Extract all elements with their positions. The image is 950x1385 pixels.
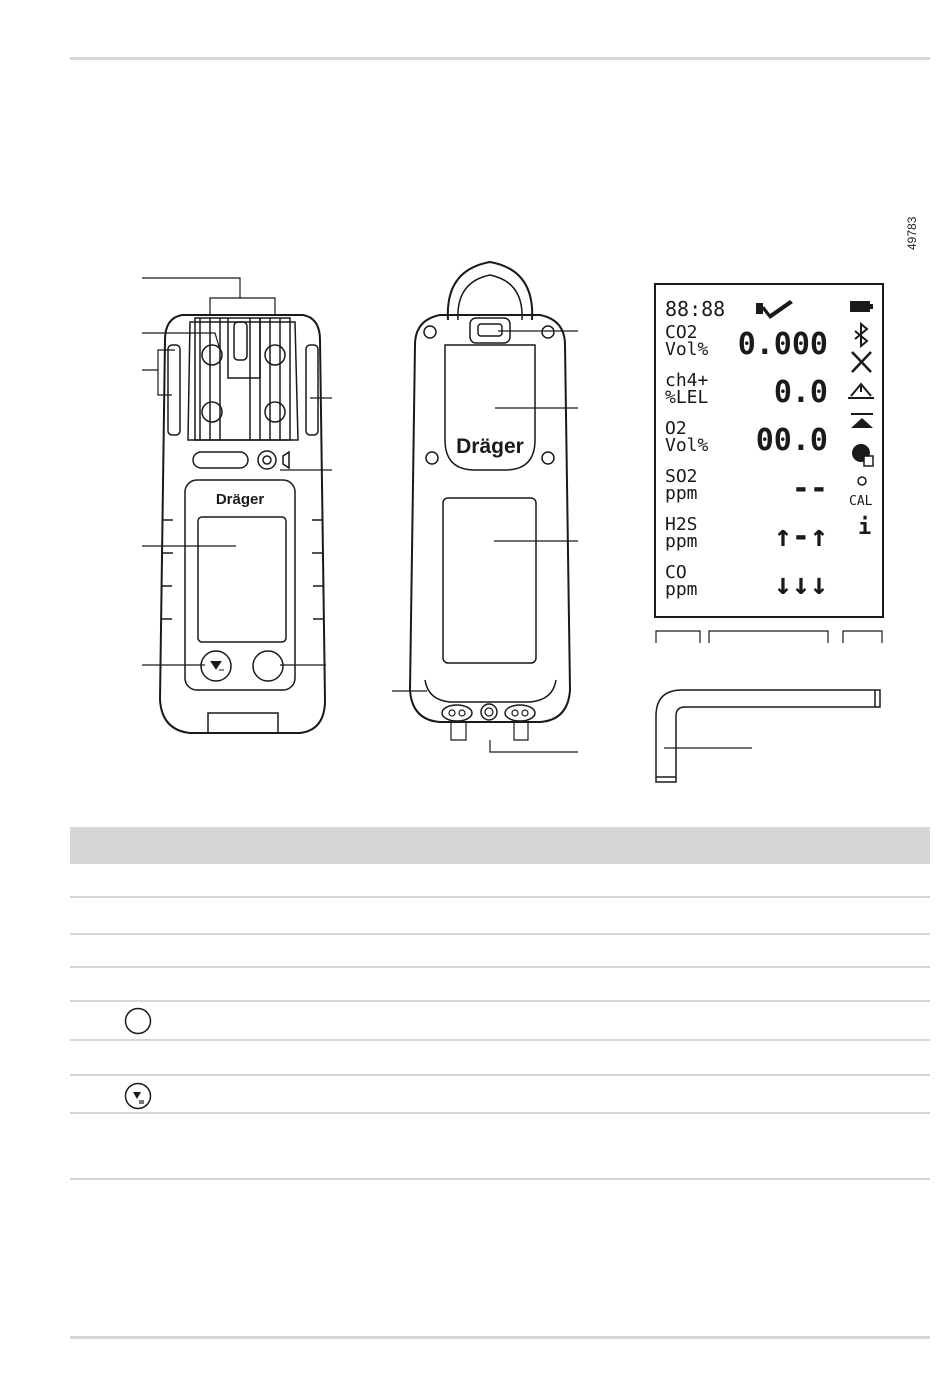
lcd-gas-name: SO2 — [665, 466, 698, 487]
cross-icon — [852, 352, 871, 372]
lcd-gas-value: 00.0 — [755, 423, 828, 458]
lcd-view — [655, 284, 883, 643]
lcd-gas-unit: ppm — [665, 483, 698, 504]
lcd-gas-value: ↓↓↓ — [773, 567, 828, 602]
lcd-gas-unit: ppm — [665, 531, 698, 552]
sensor-grille — [195, 318, 290, 440]
lcd-gas-row — [665, 562, 828, 602]
lcd-gas-row — [665, 322, 828, 362]
lcd-rows — [665, 322, 828, 602]
lcd-gas-name: ch4+ — [665, 370, 709, 391]
ok-key — [253, 651, 283, 681]
lcd-gas-value: ↑-↑ — [773, 519, 828, 554]
lcd-gas-row — [665, 466, 828, 506]
lcd-gas-row — [665, 514, 828, 554]
lcd-time: 88:88 — [665, 297, 726, 321]
table-row-divider — [70, 1112, 930, 1114]
down-button-icon — [124, 1082, 152, 1110]
buzzer-icon — [258, 451, 276, 469]
lcd-gas-name: CO2 — [665, 322, 698, 343]
front-logo: Dräger — [215, 491, 265, 508]
table-row-divider — [70, 896, 930, 898]
front-display-window — [198, 517, 286, 642]
back-housing — [410, 315, 570, 722]
warning-icon — [848, 384, 874, 398]
alarm-led-bar — [193, 452, 248, 468]
hex-key-tool — [656, 690, 880, 782]
speaker-icon — [283, 452, 289, 468]
figure-number: 49783 — [905, 216, 919, 250]
label-area — [443, 498, 536, 663]
bluetooth-icon — [855, 324, 867, 346]
lcd-gas-unit: %LEL — [665, 387, 709, 408]
lcd-gas-unit: ppm — [665, 579, 698, 600]
lcd-gas-value: -- — [791, 471, 828, 506]
info-icon: i — [858, 515, 872, 540]
lcd-gas-unit: Vol% — [665, 339, 709, 360]
lcd-gas-name: H2S — [665, 514, 698, 535]
table-row-divider — [70, 1039, 930, 1041]
lcd-gas-value: 0.000 — [737, 327, 828, 362]
table-row-divider — [70, 1074, 930, 1076]
peak-icon — [851, 413, 873, 428]
check-icon — [756, 300, 793, 319]
lcd-bracket-lines — [656, 631, 882, 643]
lcd-gas-name: O2 — [665, 418, 687, 439]
front-panel — [185, 480, 295, 690]
lcd-gas-row — [665, 370, 828, 410]
table-row-divider — [70, 1178, 930, 1180]
lcd-gas-unit: Vol% — [665, 435, 709, 456]
lcd-gas-row — [665, 418, 828, 458]
back-logo: Dräger — [456, 435, 524, 458]
table-header — [70, 827, 930, 864]
lcd-gas-value: 0.0 — [773, 375, 828, 410]
table-row-divider — [70, 966, 930, 968]
cal-icon — [849, 477, 873, 509]
ok-button-icon — [124, 1007, 152, 1035]
battery-icon — [850, 301, 873, 312]
lcd-cal-label: CAL — [849, 494, 873, 509]
table-row-divider — [70, 933, 930, 935]
table-row-divider — [70, 1000, 930, 1002]
bottom-rule — [70, 1336, 930, 1339]
belt-clip-loop — [448, 262, 532, 320]
front-leader-lines — [142, 278, 332, 665]
lcd-gas-name: CO — [665, 562, 687, 583]
back-leader-lines — [392, 331, 578, 752]
gas-bottle-icon — [852, 444, 873, 466]
front-view — [160, 315, 325, 733]
